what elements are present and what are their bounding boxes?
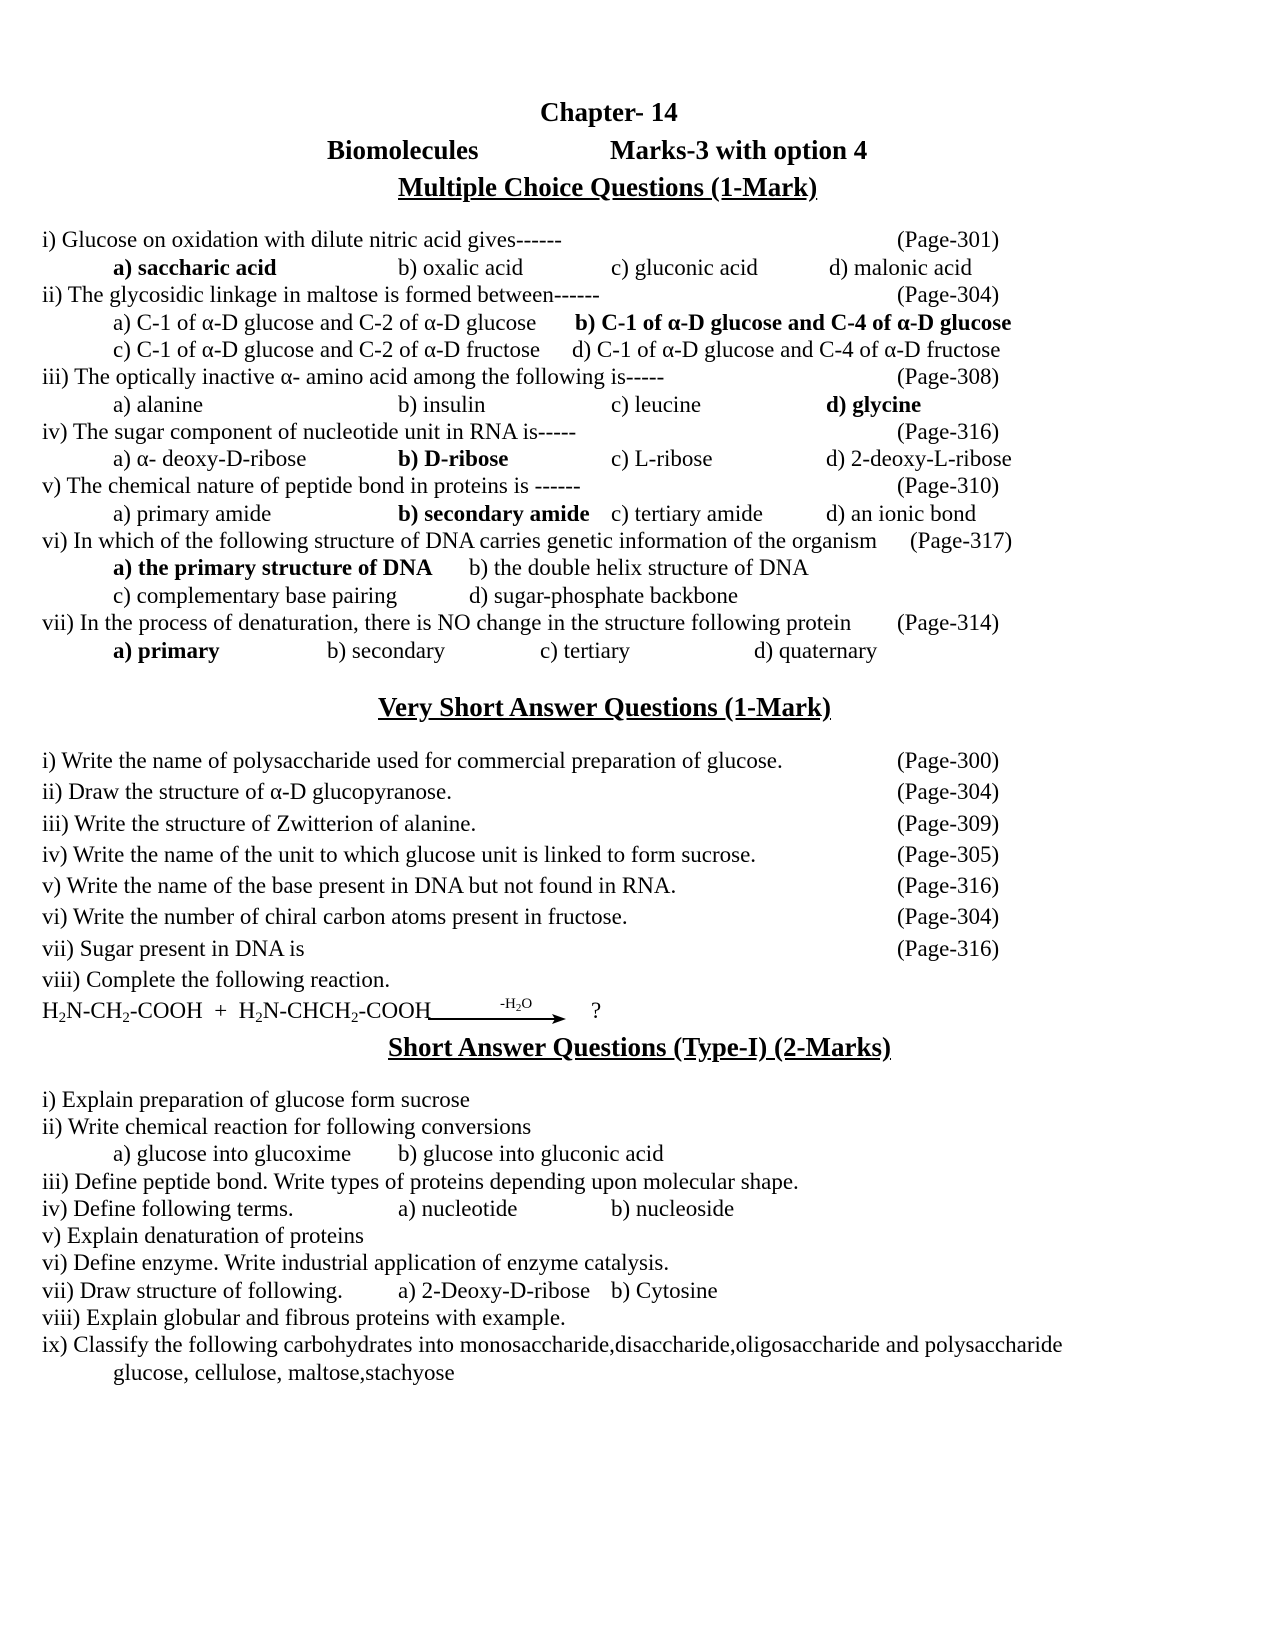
vsa-item-3-page: (Page-309)	[897, 811, 1000, 836]
mcq-q4-option-d: d) 2-deoxy-L-ribose	[826, 446, 1012, 471]
mcq-q2-page: (Page-304)	[897, 282, 1000, 307]
sa-item-4-b: b) nucleoside	[611, 1196, 735, 1221]
mcq-q1-option-b: b) oxalic acid	[398, 255, 524, 280]
mcq-q5-page: (Page-310)	[897, 473, 1000, 498]
mcq-q5-option-d: d) an ionic bond	[826, 501, 977, 526]
mcq-q3-option-d: d) glycine	[826, 392, 922, 417]
vsa-item-2: ii) Draw the structure of α-D glucopyranose.	[42, 779, 452, 804]
sa-item-2-a: a) glucose into glucoxime	[113, 1141, 352, 1166]
mcq-q2-option-b: b) C-1 of α-D glucose and C-4 of α-D glucose	[575, 310, 1012, 335]
sa-item-4: iv) Define following terms.	[42, 1196, 294, 1221]
vsa-item-2-page: (Page-304)	[897, 779, 1000, 804]
mcq-q5-option-b: b) secondary amide	[398, 501, 590, 526]
mcq-q4-option-c: c) L-ribose	[611, 446, 713, 471]
mcq-q4-page: (Page-316)	[897, 419, 1000, 444]
vsa-item-3: iii) Write the structure of Zwitterion of alanine.	[42, 811, 477, 836]
vsa-item-7: vii) Sugar present in DNA is	[42, 936, 305, 961]
marks-heading: Marks-3 with option 4	[610, 135, 868, 165]
sa-item-8: viii) Explain globular and fibrous proteins with example.	[42, 1305, 566, 1330]
reaction-equation: $H_2N-CH_2$-COOH + $H_2N-CHCH_2$-COOH	[42, 998, 432, 1026]
reaction-product: ?	[591, 998, 602, 1023]
sa-item-3: iii) Define peptide bond. Write types of proteins depending upon molecular shape.	[42, 1169, 799, 1194]
mcq-q7-option-c: c) tertiary	[540, 638, 631, 663]
sa-item-2: ii) Write chemical reaction for following conversions	[42, 1114, 532, 1139]
mcq-q4-option-a: a) α- deoxy-D-ribose	[113, 446, 307, 471]
vsa-section-title: Very Short Answer Questions (1-Mark)	[378, 692, 831, 722]
mcq-q6-option-d: d) sugar-phosphate backbone	[469, 583, 739, 608]
mcq-q6-page: (Page-317)	[910, 528, 1013, 553]
sa-item-7-a: a) 2-Deoxy-D-ribose	[398, 1278, 591, 1303]
mcq-q2-option-c: c) C-1 of α-D glucose and C-2 of α-D fructose	[113, 337, 541, 362]
sa-item-7: vii) Draw structure of following.	[42, 1278, 343, 1303]
mcq-q6: vi) In which of the following structure of DNA carries genetic information of the organism	[42, 528, 878, 553]
sa-item-4-a: a) nucleotide	[398, 1196, 518, 1221]
mcq-q7-option-b: b) secondary	[327, 638, 446, 663]
mcq-q7-option-a: a) primary	[113, 638, 220, 663]
mcq-q3: iii) The optically inactive α- amino acid among the following is-----	[42, 364, 665, 389]
vsa-item-7-page: (Page-316)	[897, 936, 1000, 961]
sa-item-6: vi) Define enzyme. Write industrial application of enzyme catalysis.	[42, 1250, 670, 1275]
sa-section-title: Short Answer Questions (Type-I) (2-Marks)	[388, 1032, 891, 1062]
mcq-q7-option-d: d) quaternary	[754, 638, 878, 663]
chapter-heading: Chapter- 14	[540, 97, 678, 127]
mcq-q3-option-c: c) leucine	[611, 392, 702, 417]
vsa-item-4-page: (Page-305)	[897, 842, 1000, 867]
vsa-item-5: v) Write the name of the base present in DNA but not found in RNA.	[42, 873, 677, 898]
subject-heading: Biomolecules	[327, 135, 479, 165]
vsa-item-8: viii) Complete the following reaction.	[42, 967, 391, 992]
sa-item-2-b: b) glucose into gluconic acid	[398, 1141, 664, 1166]
sa-item-7-b: b) Cytosine	[611, 1278, 718, 1303]
mcq-q2-option-a: a) C-1 of α-D glucose and C-2 of α-D glucose	[113, 310, 537, 335]
mcq-section-title: Multiple Choice Questions (1-Mark)	[398, 172, 818, 202]
mcq-q6-option-a: a) the primary structure of DNA	[113, 555, 433, 580]
mcq-q4-option-b: b) D-ribose	[398, 446, 509, 471]
sa-item-9: ix) Classify the following carbohydrates into monosaccharide,disaccharide,oligosaccharide and polysaccharide	[42, 1332, 1063, 1357]
mcq-q6-option-b: b) the double helix structure of DNA	[469, 555, 809, 580]
mcq-q5: v) The chemical nature of peptide bond in proteins is ------	[42, 473, 581, 498]
vsa-item-5-page: (Page-316)	[897, 873, 1000, 898]
vsa-item-4: iv) Write the name of the unit to which glucose unit is linked to form sucrose.	[42, 842, 757, 867]
mcq-q1: i) Glucose on oxidation with dilute nitric acid gives------	[42, 227, 562, 252]
vsa-item-6: vi) Write the number of chiral carbon atoms present in fructose.	[42, 904, 628, 929]
vsa-item-1: i) Write the name of polysaccharide used for commercial preparation of glucose.	[42, 748, 783, 773]
mcq-q7: vii) In the process of denaturation, there is NO change in the structure following protein	[42, 610, 852, 635]
mcq-q6-option-c: c) complementary base pairing	[113, 583, 398, 608]
mcq-q2-option-d: d) C-1 of α-D glucose and C-4 of α-D fructose	[572, 337, 1001, 362]
vsa-item-1-page: (Page-300)	[897, 748, 1000, 773]
mcq-q4: iv) The sugar component of nucleotide unit in RNA is-----	[42, 419, 577, 444]
mcq-q7-page: (Page-314)	[897, 610, 1000, 635]
mcq-q3-option-a: a) alanine	[113, 392, 204, 417]
reaction-arrow-icon	[428, 1012, 568, 1026]
sa-item-5: v) Explain denaturation of proteins	[42, 1223, 364, 1248]
mcq-q3-page: (Page-308)	[897, 364, 1000, 389]
vsa-item-6-page: (Page-304)	[897, 904, 1000, 929]
mcq-q5-option-c: c) tertiary amide	[611, 501, 763, 526]
sa-item-1: i) Explain preparation of glucose form sucrose	[42, 1087, 470, 1112]
mcq-q1-page: (Page-301)	[897, 227, 1000, 252]
sa-item-9-list: glucose, cellulose, maltose,stachyose	[113, 1360, 455, 1385]
mcq-q5-option-a: a) primary amide	[113, 501, 272, 526]
reaction-over-arrow-label: $-H_2O$	[500, 996, 533, 1014]
mcq-q3-option-b: b) insulin	[398, 392, 486, 417]
mcq-q1-option-d: d) malonic acid	[829, 255, 973, 280]
mcq-q1-option-a: a) saccharic acid	[113, 255, 277, 280]
mcq-q1-option-c: c) gluconic acid	[611, 255, 758, 280]
mcq-q2: ii) The glycosidic linkage in maltose is formed between------	[42, 282, 600, 307]
